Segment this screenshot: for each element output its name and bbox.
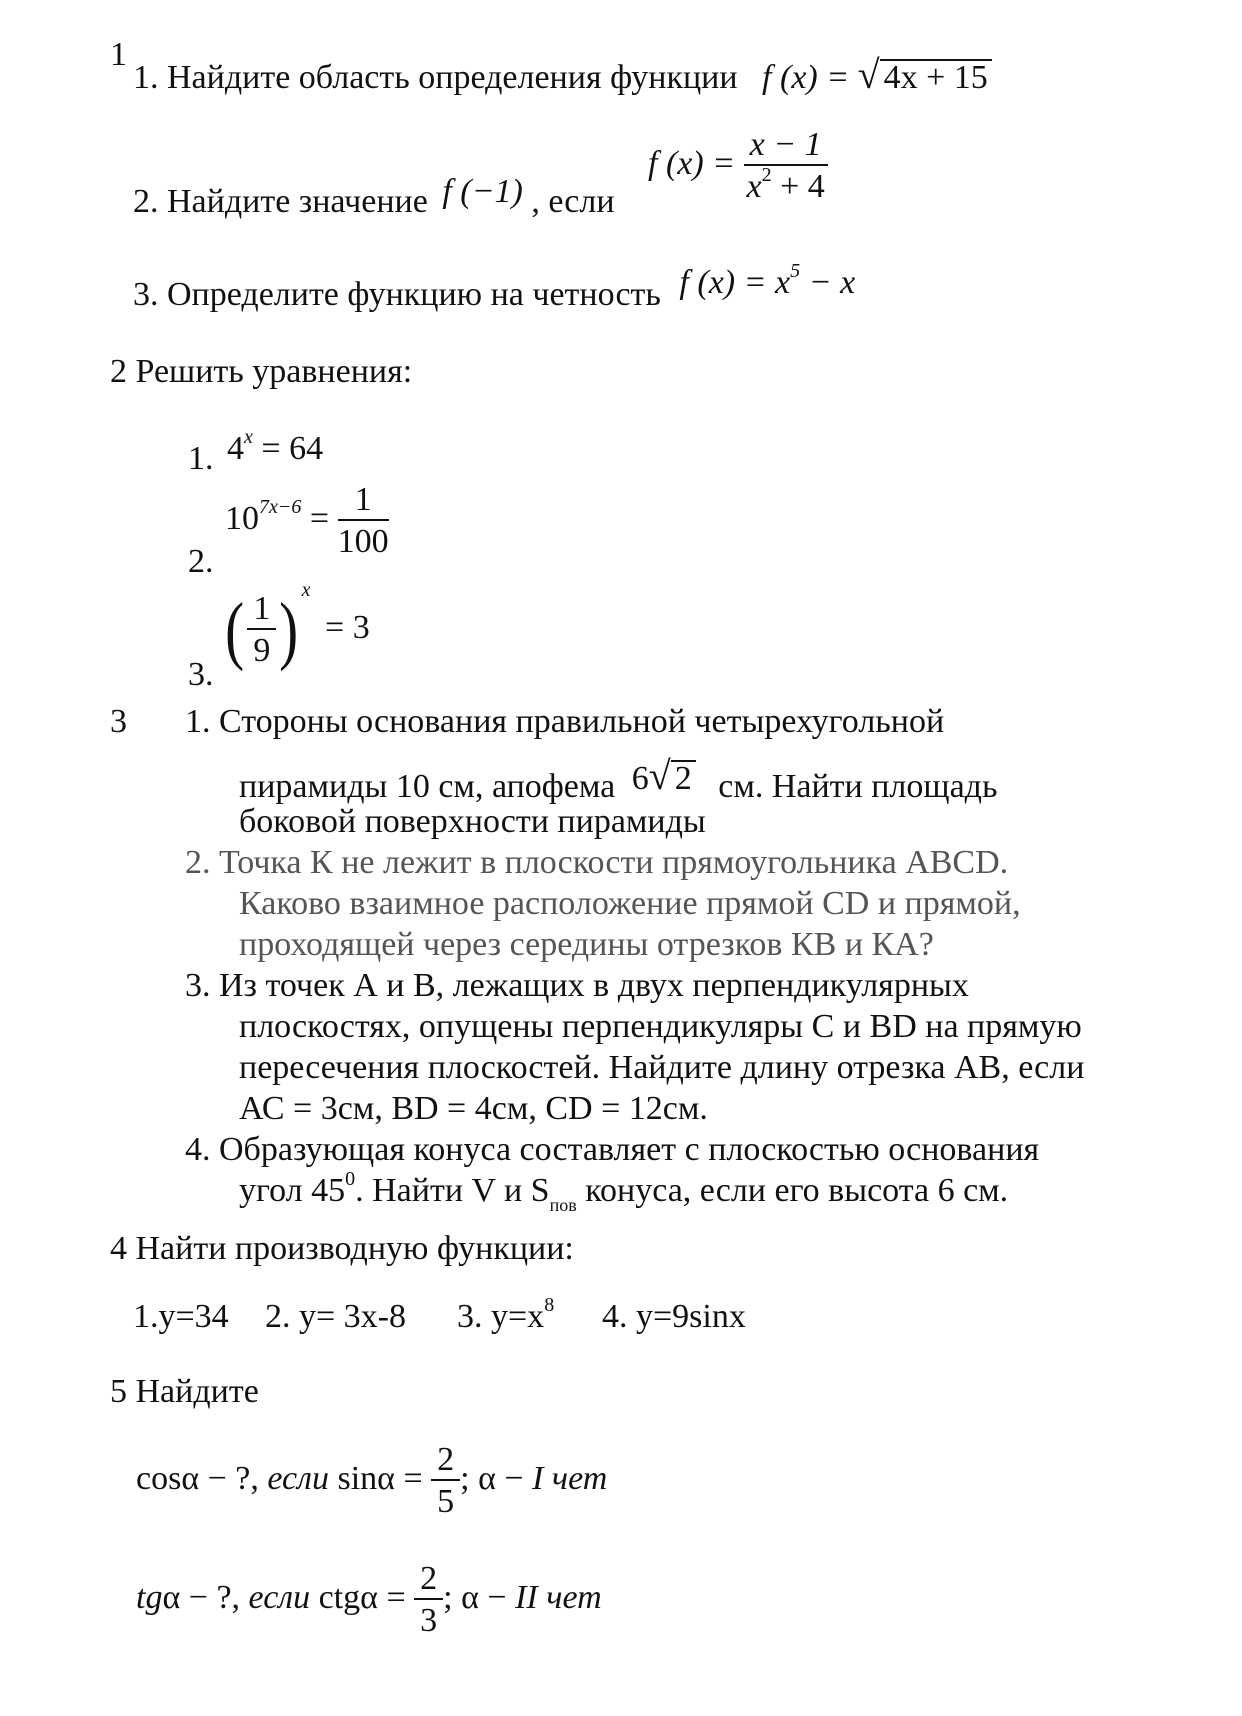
s3-p3-line2: плоскостях, опущены перпендикуляры С и BD на прямую — [239, 1008, 1082, 1045]
section-4-heading — [110, 1232, 574, 1266]
derivative-4: 4. y=9sinx — [602, 1298, 746, 1335]
section-2-heading — [110, 355, 412, 389]
denominator: $x^2 + 4$ — [746, 164, 825, 205]
trig-task-2: tgα − ?, если ctgα = $\frac{2}{3}$ ; α − II чет — [136, 1560, 602, 1639]
task-1-2-formula — [648, 128, 828, 204]
task-1-1 — [133, 52, 992, 97]
formula-lhs: f (x) = — [762, 59, 850, 96]
s3-p2-line3: проходящей через середины отрезков КВ и КА? — [239, 926, 934, 963]
equation-1: 1. — [188, 440, 214, 477]
formula-arg: f (−1) — [442, 173, 523, 210]
fraction: $\frac{1}{100}$ — [337, 481, 389, 560]
right-paren: ) — [279, 588, 299, 672]
equation-2-number: 2. — [188, 543, 214, 580]
radicand: 4x + 15 — [880, 59, 992, 95]
section-5-heading — [110, 1375, 259, 1409]
section-number: 4 — [110, 1230, 127, 1267]
s3-p4-line1: 4. Образующая конуса составляет с плоскостью основания — [185, 1131, 1040, 1168]
section-3-number: 3 — [110, 703, 127, 740]
derivative-1: 1.y=34 — [133, 1298, 229, 1335]
s3-p3-line4: АС = 3см, BD = 4см, CD = 12см. — [239, 1090, 708, 1127]
numerator: x − 1 — [744, 128, 828, 166]
trig-task-1: cosα − ?, если sinα = $\frac{2}{5}$ ; α − I чет — [136, 1441, 608, 1520]
s3-p3-line1: 3. Из точек А и В, лежащих в двух перпендикулярных — [185, 967, 969, 1004]
sqrt-symbol: √ — [857, 52, 880, 97]
s3-p2-line1: 2. Точка К не лежит в плоскости прямоугольника ABCD. — [185, 844, 1009, 881]
if-word: , если — [531, 183, 615, 220]
equation-1-formula: $4^x = 64$ — [227, 426, 324, 467]
section-title: Найти производную функции: — [135, 1230, 574, 1267]
task-label: 1. Найдите область определения функции — [133, 59, 738, 96]
derivative-2: 2. y= 3x-8 — [265, 1298, 406, 1335]
equation-3-number: 3. — [188, 656, 214, 693]
formula-lhs: f (x) = — [648, 144, 736, 182]
apothem-value: 6√ 2 — [632, 760, 696, 797]
section-title: Найдите — [135, 1373, 259, 1410]
task-label: 3. Определите функцию на четность — [133, 276, 661, 313]
equation-3-formula: ( $\frac{1}{9}$ ) $^x$ = 3 — [225, 578, 370, 672]
fraction: $\frac{2}{3}$ — [414, 1562, 443, 1638]
fraction: $\frac{2}{5}$ — [431, 1443, 460, 1519]
section-title: Решить уравнения: — [135, 353, 413, 390]
left-paren: ( — [225, 588, 245, 672]
task-1-3 — [133, 260, 856, 313]
fraction: $\frac{1}{9}$ — [247, 592, 276, 668]
derivative-3: 3. $y=x^8$ — [457, 1294, 555, 1335]
formula: f $(x) = x^5 - x$ — [679, 260, 856, 301]
section-number: 2 — [110, 353, 127, 390]
s3-p4-line2: угол $45^0$. Найти V и $S_{пов}$ конуса, если его высота 6 см. — [239, 1168, 1009, 1215]
task-label: 2. Найдите значение — [133, 183, 428, 220]
equation-2-formula: $10^{7x-6}$ = $\frac{1}{100}$ — [225, 481, 389, 560]
s3-p3-line3: пересечения плоскостей. Найдите длину отрезка АВ, если — [239, 1049, 1085, 1086]
section-1-number: 1 — [110, 36, 127, 73]
task-1-2 — [133, 173, 615, 220]
s3-p2-line2: Каково взаимное расположение прямой CD и прямой, — [239, 885, 1021, 922]
s3-p1-line3: боковой поверхности пирамиды — [239, 803, 706, 840]
s3-p1-line2: пирамиды 10 см, апофема 6√ 2 см. Найти площадь — [239, 753, 998, 805]
section-number: 5 — [110, 1373, 127, 1410]
s3-p1-line1: 1. Стороны основания правильной четырехугольной — [185, 703, 945, 740]
fraction — [744, 128, 828, 204]
